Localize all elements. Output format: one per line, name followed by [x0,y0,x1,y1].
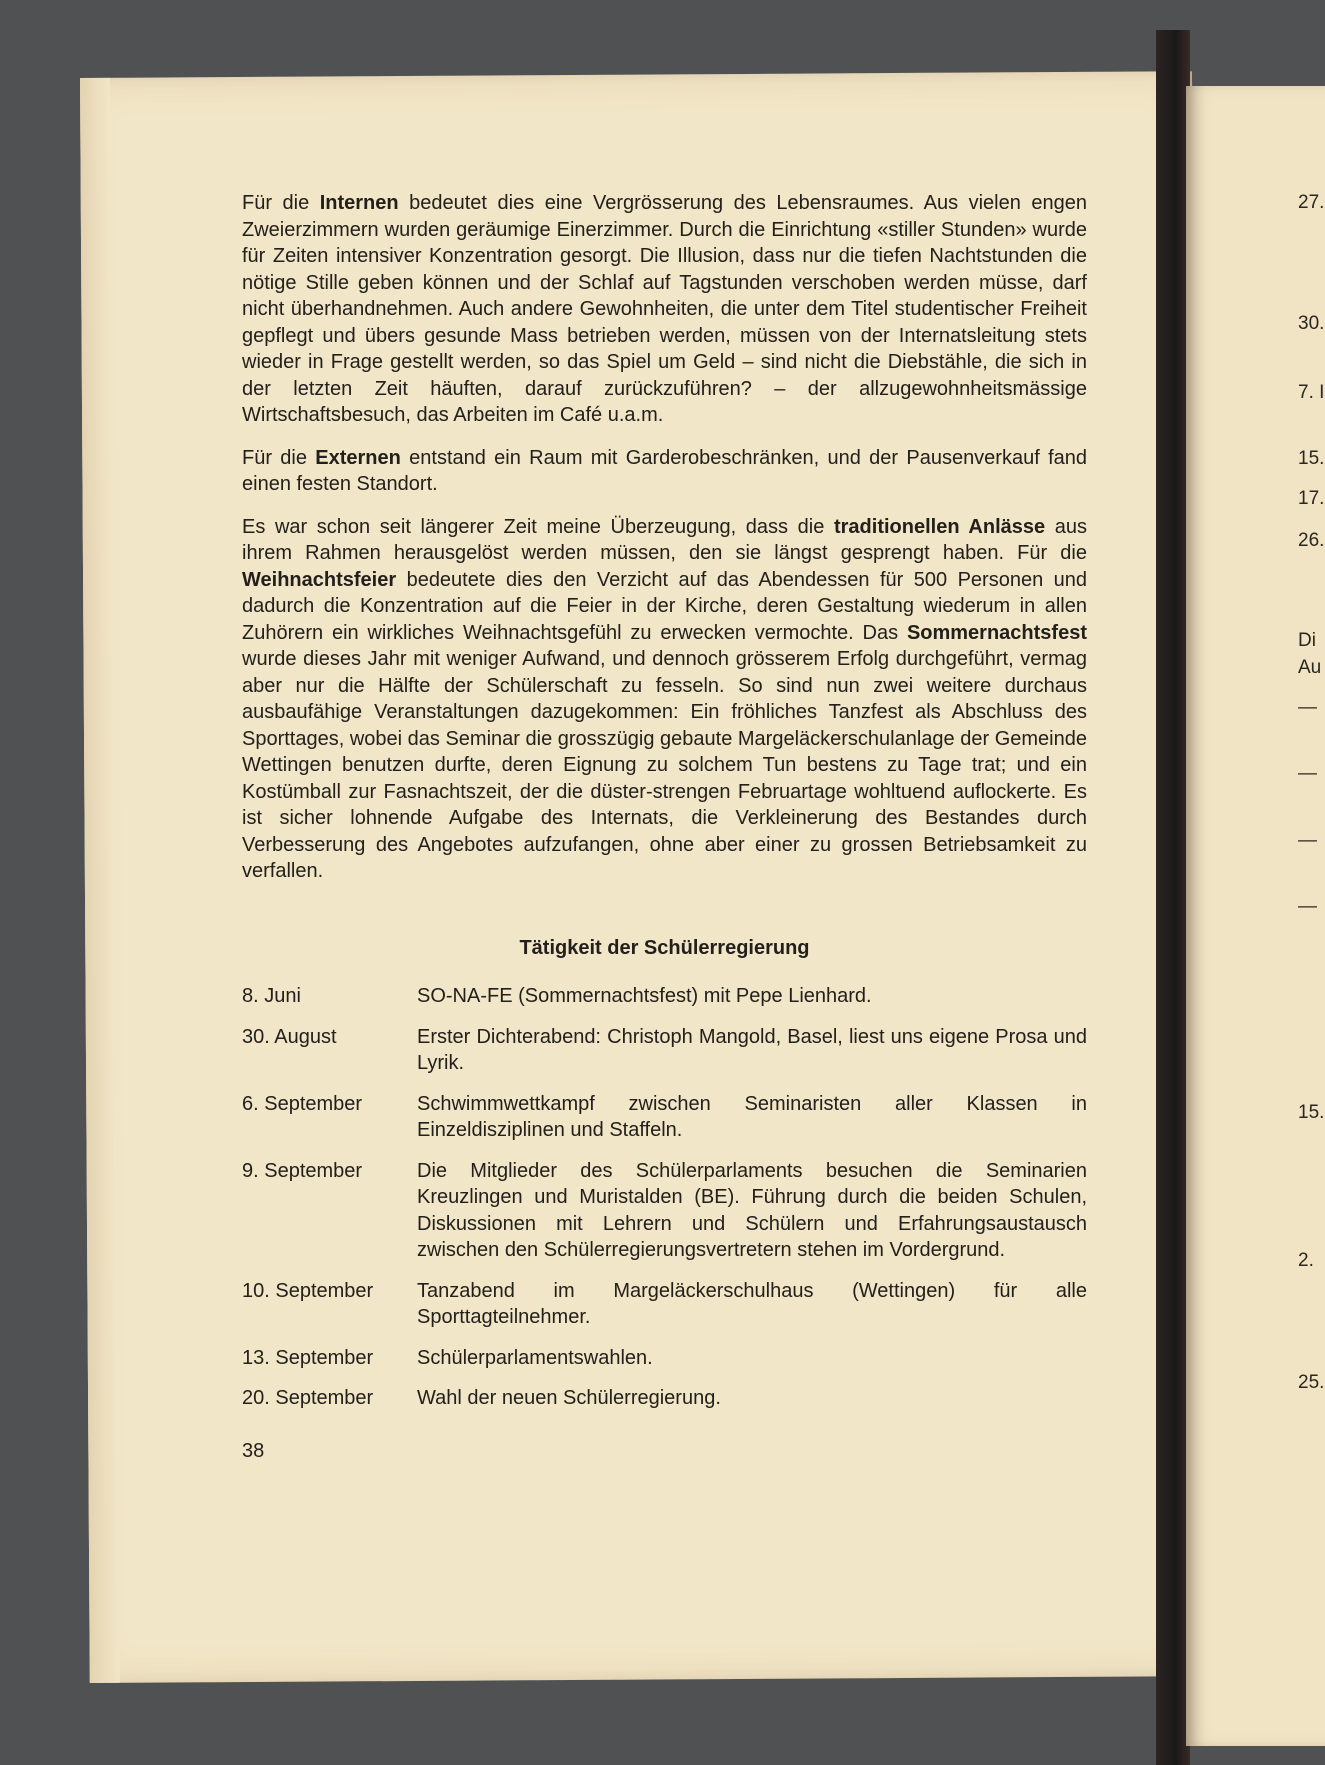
event-date: 30. August [242,1025,337,1048]
event-row [242,1385,1087,1412]
event-description: Tanzabend im Margeläckerschulhaus (Wettingen) für alle Sporttagteilnehmer. [417,1279,1087,1328]
right-margin-text: — [1298,763,1317,784]
right-margin-text: 7. I [1298,382,1325,403]
bold-term: Externen [315,446,401,469]
event-row [242,1024,1087,1077]
event-row [242,1158,1087,1264]
bold-term: Sommernachtsfest [906,621,1087,644]
right-margin-text: 15. [1298,1102,1325,1123]
event-date: 9. September [242,1159,363,1182]
text-run: Für die [242,446,316,469]
event-date: 13. September [242,1346,374,1369]
right-margin-text: 15. [1298,448,1325,469]
event-row [242,1278,1087,1331]
paragraph-internen [242,190,1087,429]
text-run: Für die [242,192,320,214]
page-text [242,190,1087,1464]
right-margin-text: 27. [1298,192,1325,213]
event-date: 6. September [242,1092,363,1115]
text-run: aus ihrem Rahmen herausgelöst werden müssen, den sie längst gesprengt haben. Für die [242,515,1088,564]
bold-term: Weihnachtsfeier [242,568,397,591]
bold-term: Internen [319,192,399,214]
text-run: entstand ein Raum mit Garderobeschränken, und der Pausenverkauf fand einen festen Standort. [242,446,1087,495]
event-date: 8. Juni [242,985,301,1007]
event-description: Die Mitglieder des Schülerparlaments besuchen die Seminarien Kreuzlingen und Muristalden (BE). Führung durch die beiden Schulen, Diskussionen mit Lehrern und Schülern und Erfahrungsaustausch zwischen den Schülerregierungsvertretern stehen im Vordergrund. [417,1159,1087,1261]
right-margin-text: 25. [1298,1372,1325,1393]
event-row [242,1091,1087,1144]
event-row [242,983,1087,1010]
text-run: wurde dieses Jahr mit weniger Aufwand, und dennoch grösserem Erfolg durchgeführt, vermag aber nur die Hälfte der Schülerschaft zu fesseln. So sind nun zwei weitere durchaus ausbaufähige Veranstaltungen dazugekommen: Ein fröhliches Tanzfest als Abschluss des Sporttages, wobei das Seminar die grosszügig gebaute Margeläckerschulanlage der Gemeinde Wettingen benutzen durfte, deren Eignung zu solchem Tun bestens zu Tage trat; und ein Kostümball zur Fasnachtszeit, der die düster-strengen Februartage wohltuend auflockerte. Es ist sicher lohnende Aufgabe des Internats, die Verkleinerung des Bestandes durch Verbesserung des Angebotes aufzufangen, ohne aber einer zu grossen Betriebsamkeit zu verfallen. [242,648,1087,882]
right-margin-text: — [1298,830,1317,851]
right-margin-text: — [1298,697,1317,718]
event-description: Schülerparlamentswahlen. [417,1346,653,1369]
event-description: Wahl der neuen Schülerregierung. [417,1387,721,1409]
event-date: 20. September [242,1387,374,1409]
event-date: 10. September [242,1279,374,1302]
right-margin-text: 2. [1298,1250,1314,1271]
bold-term: traditionellen Anlässe [833,515,1046,538]
right-margin-text: Au [1298,657,1322,678]
right-margin-text: 30. [1298,313,1325,334]
right-margin-text: Di [1298,630,1316,651]
event-description: Erster Dichterabend: Christoph Mangold, Basel, liest uns eigene Prosa und Lyrik. [417,1025,1087,1074]
paragraph-anlaesse [242,514,1087,885]
page-number: 38 [242,1439,265,1462]
right-margin-text: 26. [1298,530,1325,551]
right-margin-text: 17. [1298,488,1325,509]
text-run: bedeutet dies eine Vergrösserung des Lebensraumes. Aus vielen engen Zweierzimmern wurden geräumige Einerzimmer. Durch die Einrichtung «stiller Stunden» wurde für Zeiten intensiver Konzentration gesorgt. Die Illusion, dass nur die tiefen Nachtstunden die nötige Stille geben können und der Schlaf auf Tagstunden verschoben werden müsse, darf nicht überhandnehmen. Auch andere Gewohnheiten, die unter dem Titel studentischer Freiheit gepflegt und übers gesunde Mass betrieben werden, müssen von der Internatsleitung stets wieder in Frage gestellt werden, so das Spiel um Geld – sind nicht die Diebstähle, die sich in der letzten Zeit häuften, darauf zurückzuführen? – der allzugewohnheitsmässige Wirtschaftsbesuch, das Arbeiten im Café u.a.m. [242,192,1087,426]
text-run: Es war schon seit längerer Zeit meine Überzeugung, dass die [242,515,834,538]
section-heading: Tätigkeit der Schülerregierung [519,936,810,959]
right-margin-text: — [1298,896,1317,917]
event-row [242,1345,1087,1372]
event-description: SO-NA-FE (Sommernachtsfest) mit Pepe Lienhard. [417,985,872,1007]
paragraph-externen [242,445,1087,498]
text-run: bedeutete dies den Verzicht auf das Abendessen für 500 Personen und dadurch die Konzentration auf die Feier in der Kirche, deren Gestaltung wiederum in allen Zuhörern ein wirkliches Weihnachtsgefühl zu erwecken vermochte. Das [242,568,1087,644]
book-spine [1156,30,1190,1765]
event-description: Schwimmwettkampf zwischen Seminaristen aller Klassen in Einzeldisziplinen und Staffeln. [417,1092,1087,1141]
